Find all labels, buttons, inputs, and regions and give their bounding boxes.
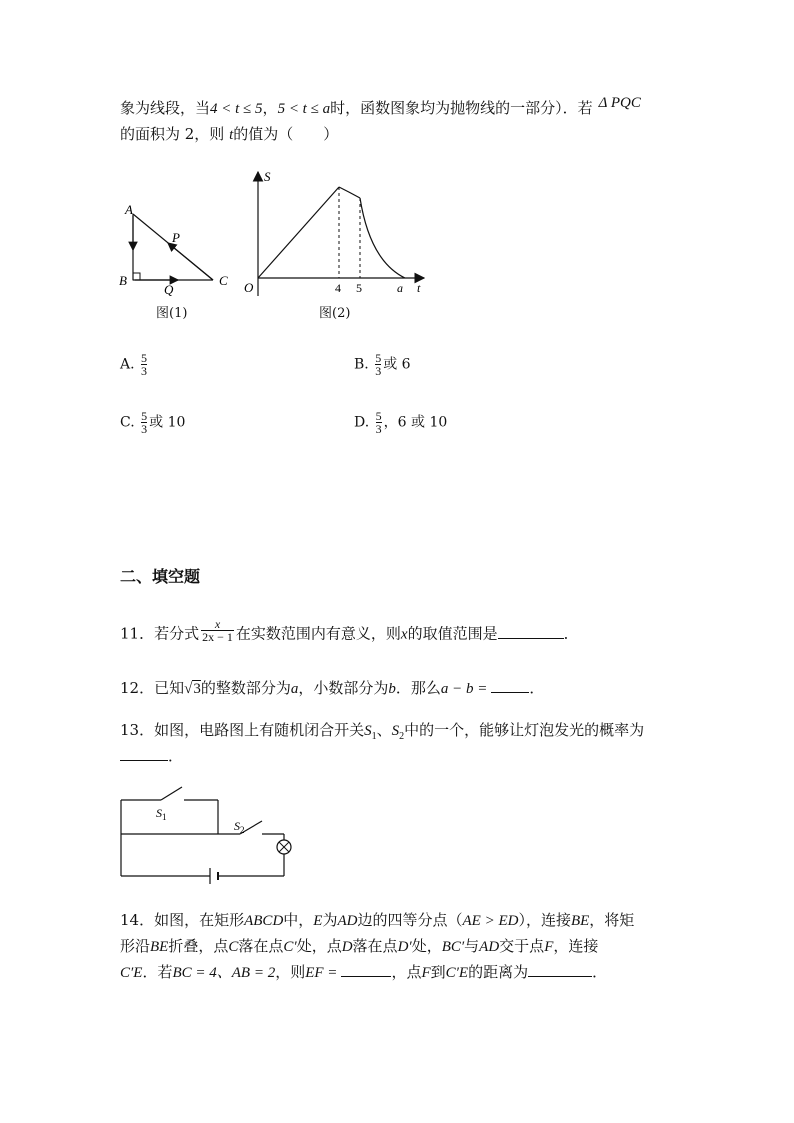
q10-option-c[interactable]	[120, 410, 185, 435]
q10-text: 象为线段，当	[120, 99, 211, 117]
q11-end: ．	[563, 624, 579, 643]
q14-text: ，点	[391, 963, 422, 981]
q10-cond1: 4 < t ≤ 5	[210, 101, 263, 117]
circuit-label-s1: $S_1$	[156, 806, 167, 822]
fig1-label-Q: Q	[164, 282, 174, 297]
q10-line2	[120, 124, 338, 145]
q12-text4: ．那么	[395, 679, 441, 697]
q13-line2	[120, 746, 183, 766]
q14-text: 处，点	[296, 937, 342, 955]
q14-text: ．若	[142, 963, 173, 981]
q13-s1: $S_1$	[364, 723, 377, 742]
q10-option-b[interactable]	[354, 352, 411, 377]
figure-1-triangle	[112, 196, 252, 316]
fig2-label-O: O	[244, 280, 254, 295]
q12-text: 已知	[154, 679, 185, 697]
q14-cond: BC = 4、AB = 2	[172, 965, 276, 981]
q10-triangle: Δ PQC	[598, 95, 641, 111]
q13-text: 如图，电路图上有随机闭合开关	[154, 721, 365, 739]
q14-text: 到	[430, 963, 446, 981]
fig2-caption: 图(2)	[319, 306, 351, 321]
q14-text: 形沿	[120, 937, 151, 955]
option-letter: D.	[354, 414, 370, 431]
q14-line2	[120, 936, 598, 957]
q14-E: E	[313, 913, 323, 929]
q14-line3	[120, 962, 607, 983]
q13-answer-blank[interactable]	[120, 746, 168, 761]
q14-text: 为	[322, 911, 338, 929]
q10-line1	[120, 95, 641, 119]
option-fraction: $\frac{5}{3}$	[141, 351, 148, 378]
q14-D: D	[341, 939, 353, 955]
q14-F: F	[544, 939, 554, 955]
q14-text: 的距离为	[468, 963, 529, 981]
q14-F: F	[421, 965, 431, 981]
q12-end: ．	[529, 679, 545, 697]
q14-text: 落在点	[352, 937, 398, 955]
q12-expression: a − b =	[440, 681, 488, 697]
q14-text: 与	[464, 937, 480, 955]
q11-var-x: x	[400, 626, 408, 643]
q14-text: ，连接	[553, 937, 599, 955]
option-letter: C.	[120, 414, 135, 431]
fig2-label-S: S	[264, 169, 271, 184]
option-rest: ，6 或 10	[383, 414, 448, 431]
circuit-label-s2: $S_2$	[234, 819, 245, 835]
q14-text: 边的四等分点（	[357, 911, 463, 929]
q14-BE: BE	[570, 913, 590, 929]
q14-end: ．	[592, 963, 608, 981]
q10-comma: ，	[262, 99, 278, 117]
q12-text2: 的整数部分为	[200, 679, 291, 697]
q12-answer-blank[interactable]	[491, 678, 529, 693]
q13-end: ．	[168, 747, 184, 765]
q11-text3: 的取值范围是	[407, 624, 498, 643]
fig1-caption: 图(1)	[156, 306, 188, 321]
q14-EF: EF =	[305, 965, 338, 981]
q12-text3: ，小数部分为	[298, 679, 389, 697]
q14-text: 处，	[411, 937, 442, 955]
q10-option-d[interactable]	[354, 410, 447, 435]
q14-CE: C′E	[120, 965, 143, 981]
fig2-tick-a: a	[397, 281, 403, 295]
q11-text2: 在实数范围内有意义，则	[235, 624, 401, 643]
q14-text: 中，	[283, 911, 314, 929]
q14-BC-prime: BC′	[441, 939, 465, 955]
option-rest: 或 10	[149, 414, 186, 431]
q12-var-b: b	[388, 681, 396, 697]
fig1-label-P: P	[172, 230, 180, 245]
q10-cond2: 5 < t ≤ a	[277, 101, 331, 117]
q14-text: ），连接	[518, 911, 571, 929]
option-rest: 或 6	[383, 356, 411, 373]
q11	[120, 617, 579, 647]
q14-CE: C′E	[445, 965, 469, 981]
q14-text: 落在点	[238, 937, 284, 955]
q12	[120, 678, 544, 699]
fig2-tick-5: 5	[356, 281, 362, 295]
q14-D-prime: D′	[397, 939, 412, 955]
question-number: 14．	[120, 911, 155, 929]
fig1-label-B: B	[119, 273, 127, 288]
option-fraction: $\frac{5}{3}$	[375, 351, 382, 378]
q14-answer-blank-1[interactable]	[341, 962, 391, 977]
q14-C-prime: C′	[283, 939, 297, 955]
section-title: 二、填空题	[120, 567, 201, 586]
option-letter: A.	[120, 356, 135, 373]
question-number: 11．	[120, 624, 155, 643]
q14-abcd: ABCD	[244, 913, 284, 929]
q14-text: 交于点	[499, 937, 545, 955]
q14-text: 如图，在矩形	[154, 911, 245, 929]
q14-text: ，则	[275, 963, 306, 981]
option-fraction: $\frac{5}{3}$	[141, 409, 148, 436]
q10-text3: 的面积为 2，则	[120, 125, 225, 143]
fig1-label-A: A	[125, 202, 133, 217]
q14-text: 折叠，点	[168, 937, 229, 955]
q14-text: ，将矩	[589, 911, 635, 929]
q14-BE: BE	[150, 939, 169, 955]
q11-fraction: $\frac{x}{2x - 1}$	[202, 617, 233, 644]
q14-line1	[120, 910, 634, 931]
q11-text: 若分式	[154, 624, 200, 643]
fig2-label-t: t	[417, 281, 421, 295]
circuit-diagram	[112, 782, 312, 892]
q10-option-a[interactable]	[120, 352, 149, 377]
q13-sep: 、	[376, 721, 392, 739]
fig2-tick-4: 4	[335, 281, 341, 295]
q10-var-t: t	[229, 127, 234, 143]
q13-s2: $S_2$	[391, 723, 405, 742]
q14-answer-blank-2[interactable]	[528, 962, 592, 977]
q14-cond: AE > ED	[462, 913, 519, 929]
q14-C: C	[228, 939, 239, 955]
q12-sqrt: √3	[184, 681, 201, 697]
fig1-label-C: C	[219, 273, 228, 288]
question-number: 13．	[120, 721, 155, 739]
q14-AD: AD	[479, 939, 500, 955]
question-number: 12．	[120, 679, 155, 697]
q14-AD: AD	[337, 913, 358, 929]
figure-2-graph	[240, 166, 430, 306]
q13-text2: 中的一个，能够让灯泡发光的概率为	[404, 721, 645, 739]
q10-text2: 时，函数图象均为抛物线的一部分）．若	[330, 99, 593, 117]
option-fraction: $\frac{5}{3}$	[375, 409, 382, 436]
q13	[120, 720, 644, 747]
option-letter: B.	[354, 356, 369, 373]
q10-text4: 的值为（ ）	[233, 125, 339, 143]
q11-answer-blank[interactable]	[498, 624, 564, 639]
q12-var-a: a	[290, 681, 299, 697]
